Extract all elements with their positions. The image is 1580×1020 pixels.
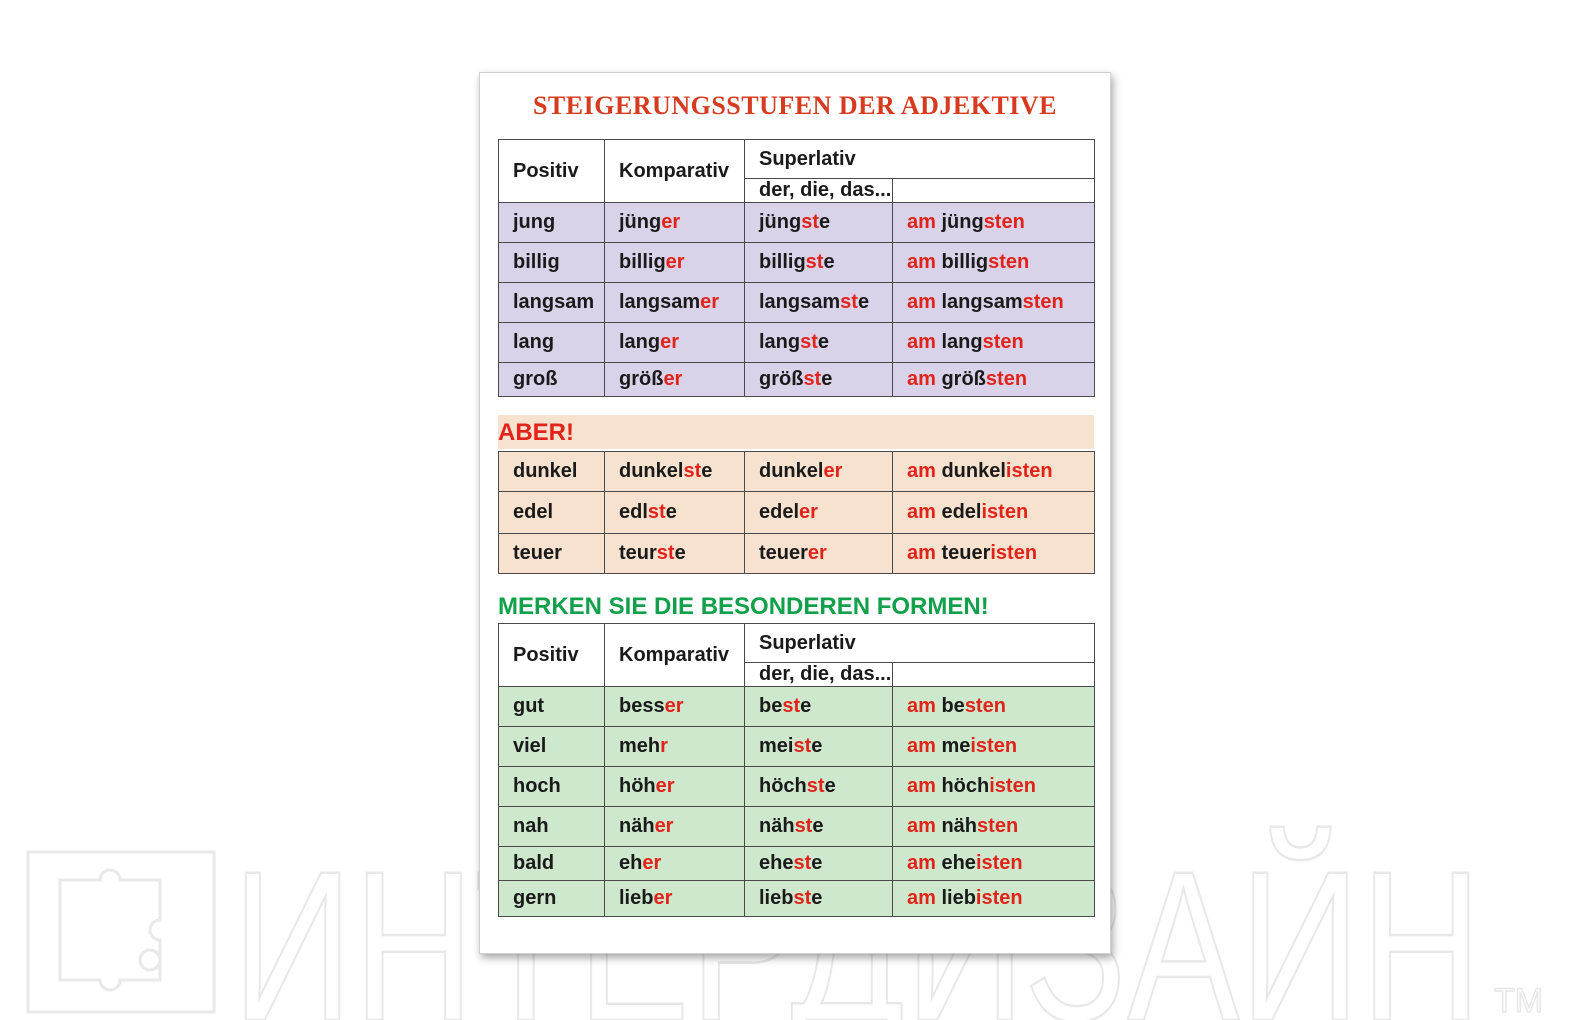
ending-highlight: isten [975, 852, 1023, 874]
table-row [499, 847, 1095, 881]
word-stem: lieb [759, 887, 794, 909]
cell-superlativ [745, 807, 893, 847]
regular-table [498, 139, 1095, 397]
cell-komparativ [605, 807, 745, 847]
ending-highlight: st [647, 501, 666, 523]
table-row [499, 363, 1095, 397]
cell-superlativ [745, 452, 893, 492]
table-row [499, 203, 1095, 243]
word-stem: edl [619, 501, 648, 523]
word-stem: jüng [759, 211, 802, 233]
word-stem: e [812, 815, 824, 837]
word-stem: lang [941, 331, 983, 353]
cell-am-superlativ [893, 243, 1095, 283]
aber-table [498, 451, 1095, 574]
cell-am-superlativ [893, 492, 1095, 534]
ending-highlight: am [907, 815, 942, 837]
cell-superlativ [745, 767, 893, 807]
cell-positiv: dunkel [499, 452, 605, 492]
word-stem: teuer [941, 542, 991, 564]
ending-highlight: st [782, 695, 801, 717]
word-stem: ehe [941, 852, 976, 874]
word-stem: näh [759, 815, 795, 837]
ending-highlight: er [664, 695, 684, 717]
aber-band [498, 415, 1094, 449]
ending-highlight: sten [964, 695, 1006, 717]
word-stem: langsam [619, 291, 701, 313]
header-positiv: Positiv [499, 624, 605, 687]
table-row [499, 687, 1095, 727]
cell-superlativ [745, 283, 893, 323]
word-stem: langsam [759, 291, 841, 313]
ending-highlight: st [800, 331, 818, 353]
cell-positiv: lang [499, 323, 605, 363]
cell-komparativ [605, 687, 745, 727]
ending-highlight: st [801, 211, 820, 233]
cell-positiv: gern [499, 881, 605, 917]
word-stem: e [701, 460, 713, 482]
ending-highlight: sten [988, 251, 1030, 273]
table-row [499, 492, 1095, 534]
word-stem: dunkel [941, 460, 1006, 482]
cell-komparativ [605, 492, 745, 534]
word-stem: näh [619, 815, 655, 837]
ending-highlight: isten [1005, 460, 1053, 482]
table-row [499, 881, 1095, 917]
cell-superlativ [745, 881, 893, 917]
table-row [499, 283, 1095, 323]
cell-komparativ [605, 847, 745, 881]
cell-positiv: edel [499, 492, 605, 534]
cell-am-superlativ [893, 881, 1095, 917]
cell-superlativ [745, 847, 893, 881]
word-stem: e [817, 331, 830, 353]
ending-highlight: isten [970, 735, 1018, 757]
word-stem: höch [759, 775, 807, 797]
word-stem: teuer [759, 542, 808, 564]
grammar-poster [479, 72, 1111, 954]
header-empty-cell [893, 663, 1095, 687]
word-stem: me [941, 735, 971, 757]
ending-highlight: st [656, 542, 675, 564]
header-komparativ: Komparativ [605, 140, 745, 203]
cell-positiv: groß [499, 363, 605, 397]
cell-am-superlativ [893, 767, 1095, 807]
word-stem: e [823, 251, 835, 273]
cell-am-superlativ [893, 807, 1095, 847]
word-stem: be [759, 695, 783, 717]
table-row [499, 727, 1095, 767]
cell-positiv: teuer [499, 534, 605, 574]
word-stem: jüng [941, 211, 984, 233]
table-row [499, 323, 1095, 363]
table-row [499, 807, 1095, 847]
ending-highlight: sten [985, 368, 1028, 390]
word-stem: be [941, 695, 965, 717]
ending-highlight: er [655, 775, 675, 797]
word-stem: näh [941, 815, 978, 837]
cell-am-superlativ [893, 323, 1095, 363]
ending-highlight: am [907, 695, 942, 717]
cell-superlativ [745, 534, 893, 574]
cell-komparativ [605, 243, 745, 283]
word-stem: e [811, 852, 823, 874]
cell-am-superlativ [893, 452, 1095, 492]
cell-superlativ [745, 687, 893, 727]
word-stem: e [824, 775, 836, 797]
word-stem: ehe [759, 852, 794, 874]
ending-highlight: am [907, 368, 942, 390]
word-stem: edel [941, 501, 982, 523]
ending-highlight: am [907, 251, 942, 273]
special-forms-table [498, 623, 1095, 917]
table-row [499, 243, 1095, 283]
word-stem: höh [619, 775, 656, 797]
header-superlativ: Superlativ [745, 624, 1095, 663]
cell-superlativ [745, 243, 893, 283]
cell-positiv: bald [499, 847, 605, 881]
ending-highlight: isten [990, 542, 1038, 564]
word-stem: e [665, 501, 677, 523]
ending-highlight: st [793, 735, 812, 757]
word-stem: billig [759, 251, 806, 273]
word-stem: mei [759, 735, 794, 757]
header-article: der, die, das... [745, 179, 893, 203]
word-stem: meh [619, 735, 661, 757]
ending-highlight: st [803, 368, 822, 390]
ending-highlight: st [793, 887, 812, 909]
cell-positiv: jung [499, 203, 605, 243]
word-stem: lang [619, 331, 661, 353]
ending-highlight: st [793, 852, 812, 874]
header-article: der, die, das... [745, 663, 893, 687]
cell-superlativ [745, 203, 893, 243]
ending-highlight: er [654, 815, 674, 837]
cell-komparativ [605, 881, 745, 917]
ending-highlight: am [907, 775, 942, 797]
cell-positiv: langsam [499, 283, 605, 323]
word-stem: bess [619, 695, 665, 717]
word-stem: langsam [941, 291, 1023, 313]
word-stem: größ [619, 368, 664, 390]
poster-title: STEIGERUNGSSTUFEN DER ADJEKTIVE [532, 91, 1058, 120]
ending-highlight: er [807, 542, 827, 564]
ending-highlight: st [683, 460, 702, 482]
ending-highlight: er [642, 852, 662, 874]
cell-positiv: gut [499, 687, 605, 727]
ending-highlight: sten [977, 815, 1019, 837]
word-stem: größ [759, 368, 804, 390]
table-row [499, 767, 1095, 807]
header-komparativ: Komparativ [605, 624, 745, 687]
ending-highlight: am [907, 501, 942, 523]
header-positiv: Positiv [499, 140, 605, 203]
header-superlativ: Superlativ [745, 140, 1095, 179]
cell-superlativ [745, 363, 893, 397]
ending-highlight: er [660, 331, 680, 353]
word-stem: e [811, 735, 823, 757]
puzzle-logo-icon [28, 852, 214, 1012]
ending-highlight: r [660, 735, 668, 757]
ending-highlight: isten [975, 887, 1023, 909]
aber-heading: ABER! [498, 419, 574, 446]
ending-highlight: sten [982, 331, 1024, 353]
ending-highlight: am [907, 211, 942, 233]
word-stem: edel [759, 501, 800, 523]
cell-am-superlativ [893, 534, 1095, 574]
cell-superlativ [745, 492, 893, 534]
word-stem: e [857, 291, 870, 313]
table-row [499, 534, 1095, 574]
ending-highlight: st [806, 775, 825, 797]
ending-highlight: er [665, 251, 685, 273]
ending-highlight: am [907, 852, 942, 874]
ending-highlight: isten [989, 775, 1036, 797]
ending-highlight: am [907, 331, 942, 353]
cell-am-superlativ [893, 203, 1095, 243]
ending-highlight: er [823, 460, 843, 482]
cell-am-superlativ [893, 727, 1095, 767]
cell-superlativ [745, 727, 893, 767]
watermark-trademark: TM [1494, 982, 1544, 1020]
cell-komparativ [605, 283, 745, 323]
cell-positiv: nah [499, 807, 605, 847]
word-stem: jüng [619, 211, 662, 233]
ending-highlight: st [840, 291, 858, 313]
word-stem: e [674, 542, 686, 564]
cell-am-superlativ [893, 283, 1095, 323]
table-row [499, 452, 1095, 492]
word-stem: lieb [941, 887, 976, 909]
word-stem: dunkel [759, 460, 824, 482]
ending-highlight: st [794, 815, 813, 837]
merken-heading: MERKEN SIE DIE BESONDEREN FORMEN! [498, 593, 989, 620]
ending-highlight: isten [981, 501, 1029, 523]
cell-komparativ [605, 767, 745, 807]
word-stem: billig [941, 251, 989, 273]
word-stem: dunkel [619, 460, 684, 482]
ending-highlight: am [907, 291, 942, 313]
cell-komparativ [605, 203, 745, 243]
cell-komparativ [605, 727, 745, 767]
cell-komparativ [605, 452, 745, 492]
cell-positiv: hoch [499, 767, 605, 807]
ending-highlight: am [907, 542, 942, 564]
ending-highlight: sten [1022, 291, 1064, 313]
word-stem: e [800, 695, 812, 717]
ending-highlight: er [700, 291, 720, 313]
cell-positiv: billig [499, 243, 605, 283]
word-stem: billig [619, 251, 666, 273]
ending-highlight: er [663, 368, 683, 390]
cell-am-superlativ [893, 687, 1095, 727]
ending-highlight: am [907, 735, 942, 757]
word-stem: e [811, 887, 823, 909]
ending-highlight: er [799, 501, 818, 523]
cell-superlativ [745, 323, 893, 363]
ending-highlight: am [907, 460, 942, 482]
word-stem: lang [759, 331, 801, 353]
word-stem: lieb [619, 887, 654, 909]
cell-komparativ [605, 323, 745, 363]
ending-highlight: er [653, 887, 673, 909]
word-stem: eh [619, 852, 643, 874]
cell-am-superlativ [893, 363, 1095, 397]
cell-am-superlativ [893, 847, 1095, 881]
word-stem: größ [941, 368, 986, 390]
word-stem: teur [619, 542, 657, 564]
word-stem: e [821, 368, 833, 390]
ending-highlight: st [805, 251, 824, 273]
ending-highlight: er [661, 211, 681, 233]
cell-positiv: viel [499, 727, 605, 767]
cell-komparativ [605, 363, 745, 397]
cell-komparativ [605, 534, 745, 574]
word-stem: e [819, 211, 831, 233]
ending-highlight: am [907, 887, 942, 909]
ending-highlight: sten [983, 211, 1025, 233]
word-stem: höch [941, 775, 990, 797]
header-empty-cell [893, 179, 1095, 203]
